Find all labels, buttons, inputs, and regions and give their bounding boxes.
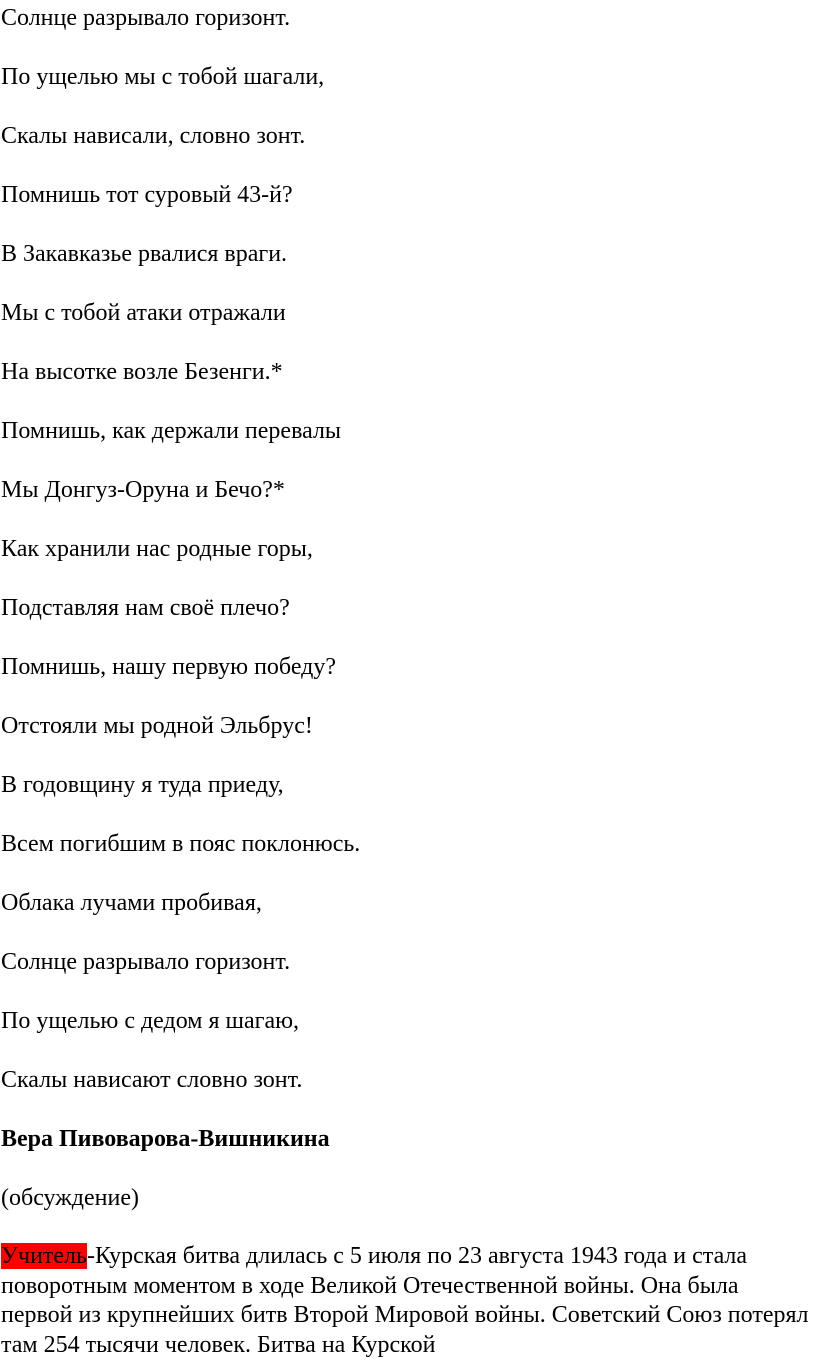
poem-author: Вера Пивоварова-Вишникина bbox=[1, 1126, 330, 1152]
poem-line: По ущелью мы с тобой шагали, bbox=[1, 64, 325, 90]
poem-line: Скалы нависают словно зонт. bbox=[1, 1067, 303, 1093]
poem-line: Облака лучами пробивая, bbox=[1, 890, 262, 916]
poem-line: В Закавказье рвалися враги. bbox=[1, 241, 288, 267]
poem-line: Подставляя нам своё плечо? bbox=[1, 595, 290, 621]
discussion-note: (обсуждение) bbox=[1, 1185, 139, 1211]
poem-line: На высотке возле Безенги.* bbox=[1, 359, 283, 385]
teacher-paragraph bbox=[1, 1242, 813, 1360]
teacher-speaker-label: Учитель bbox=[1, 1243, 87, 1269]
poem-line: Скалы нависали, словно зонт. bbox=[1, 123, 306, 149]
teacher-paragraph-text: -Курская битва длилась с 5 июля по 23 августа 1943 года и стала поворотным моментом в ходе Великой Отечественной войны. Она была первой из крупнейших битв Второй Мировой войны. Советский Союз потерял там 254 тысячи человек. Битва на Курской bbox=[1, 1243, 809, 1358]
poem-line: Мы Донгуз-Оруна и Бечо?* bbox=[1, 477, 285, 503]
poem-line: Отстояли мы родной Эльбрус! bbox=[1, 713, 313, 739]
poem-line: Как хранили нас родные горы, bbox=[1, 536, 313, 562]
poem-line: Солнце разрывало горизонт. bbox=[1, 949, 291, 975]
poem-line: Помнишь, как держали перевалы bbox=[1, 418, 342, 444]
poem-line: Помнишь, нашу первую победу? bbox=[1, 654, 337, 680]
poem-line: Мы с тобой атаки отражали bbox=[1, 300, 286, 326]
poem-line: По ущелью с дедом я шагаю, bbox=[1, 1008, 300, 1034]
poem-line: В годовщину я туда приеду, bbox=[1, 772, 284, 798]
poem-line: Помнишь тот суровый 43-й? bbox=[1, 182, 293, 208]
poem-line: Всем погибшим в пояс поклонюсь. bbox=[1, 831, 361, 857]
poem-line: Солнце разрывало горизонт. bbox=[1, 5, 291, 31]
